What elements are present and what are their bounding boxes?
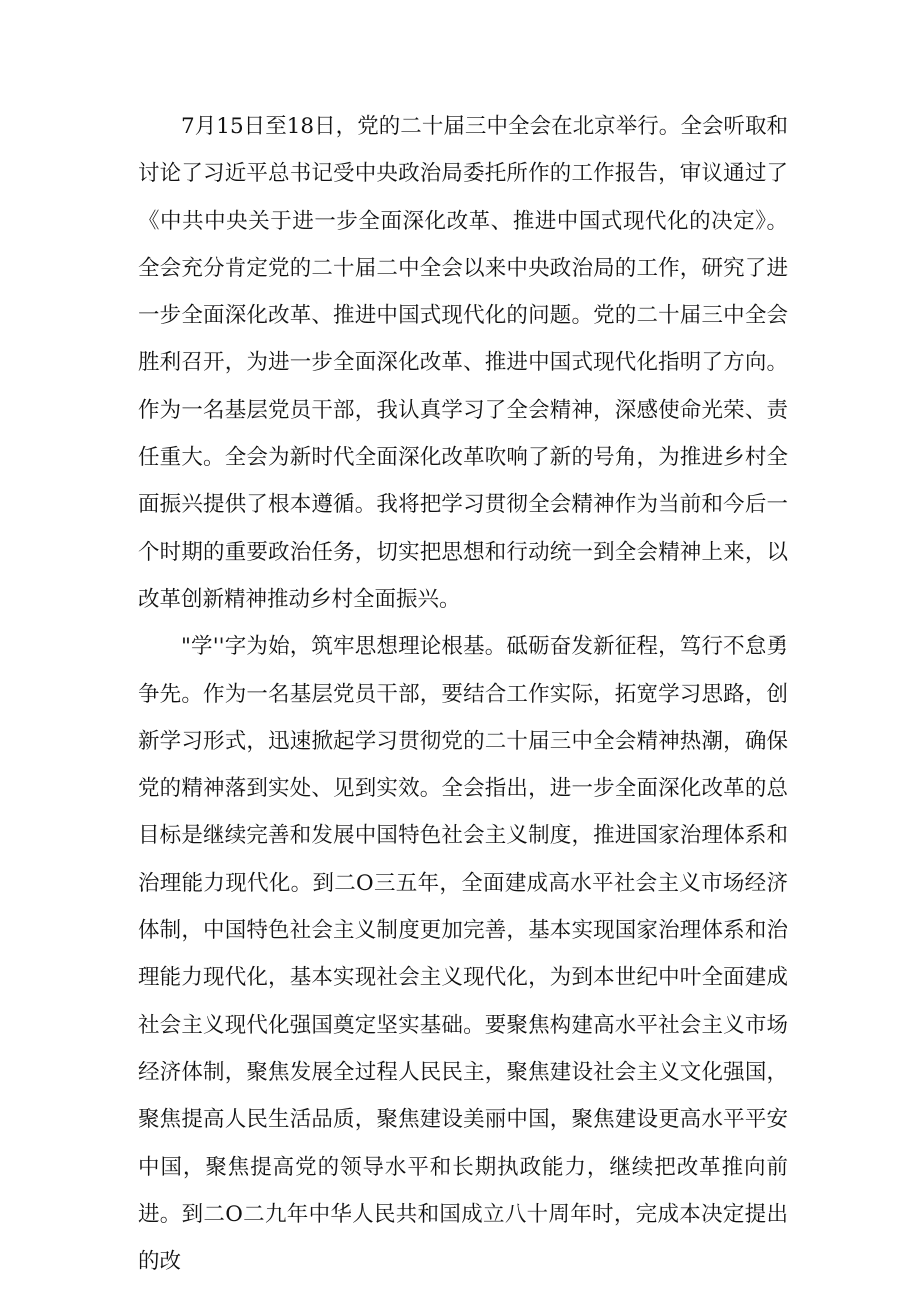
paragraph-study-foundation: "学''字为始，筑牢思想理论根基。砥砺奋发新征程，笃行不怠勇争先。作为一名基层党员干部，要结合工作实际，拓宽学习思路，创新学习形式，迅速掀起学习贯彻党的二十届三中全会精神热潮，确保党的精神落到实处、见到实效。全会指出，进一步全面深化改革的总目标是继续完善和发展中国特色社会主义制度，推进国家治理体系和治理能力现代化。到二O三五年，全面建成高水平社会主义市场经济体制，中国特色社会主义制度更加完善，基本实现国家治理体系和治理能力现代化，基本实现社会主义现代化，为到本世纪中叶全面建成社会主义现代化强国奠定坚实基础。要聚焦构建高水平社会主义市场经济体制，聚焦发展全过程人民民主，聚焦建设社会主义文化强国，聚焦提高人民生活品质，聚焦建设美丽中国，聚焦建设更高水平平安中国，聚焦提高党的领导水平和长期执政能力，继续把改革推向前进。到二O二九年中华人民共和国成立八十周年时，完成本决定提出的改 bbox=[138, 634, 788, 1275]
document-body bbox=[138, 103, 788, 1285]
paragraph-plenary-session: 7月15日至18日，党的二十届三中全会在北京举行。全会听取和讨论了习近平总书记受中央政治局委托所作的工作报告，审议通过了《中共中央关于进一步全面深化改革、推进中国式现代化的决定》。全会充分肯定党的二十届二中全会以来中央政治局的工作，研究了进一步全面深化改革、推进中国式现代化的问题。党的二十届三中全会胜利召开，为进一步全面深化改革、推进中国式现代化指明了方向。作为一名基层党员干部，我认真学习了全会精神，深感使命光荣、责任重大。全会为新时代全面深化改革吹响了新的号角，为推进乡村全面振兴提供了根本遵循。我将把学习贯彻全会精神作为当前和今后一个时期的重要政治任务，切实把思想和行动统一到全会精神上来，以改革创新精神推动乡村全面振兴。 bbox=[138, 114, 788, 612]
